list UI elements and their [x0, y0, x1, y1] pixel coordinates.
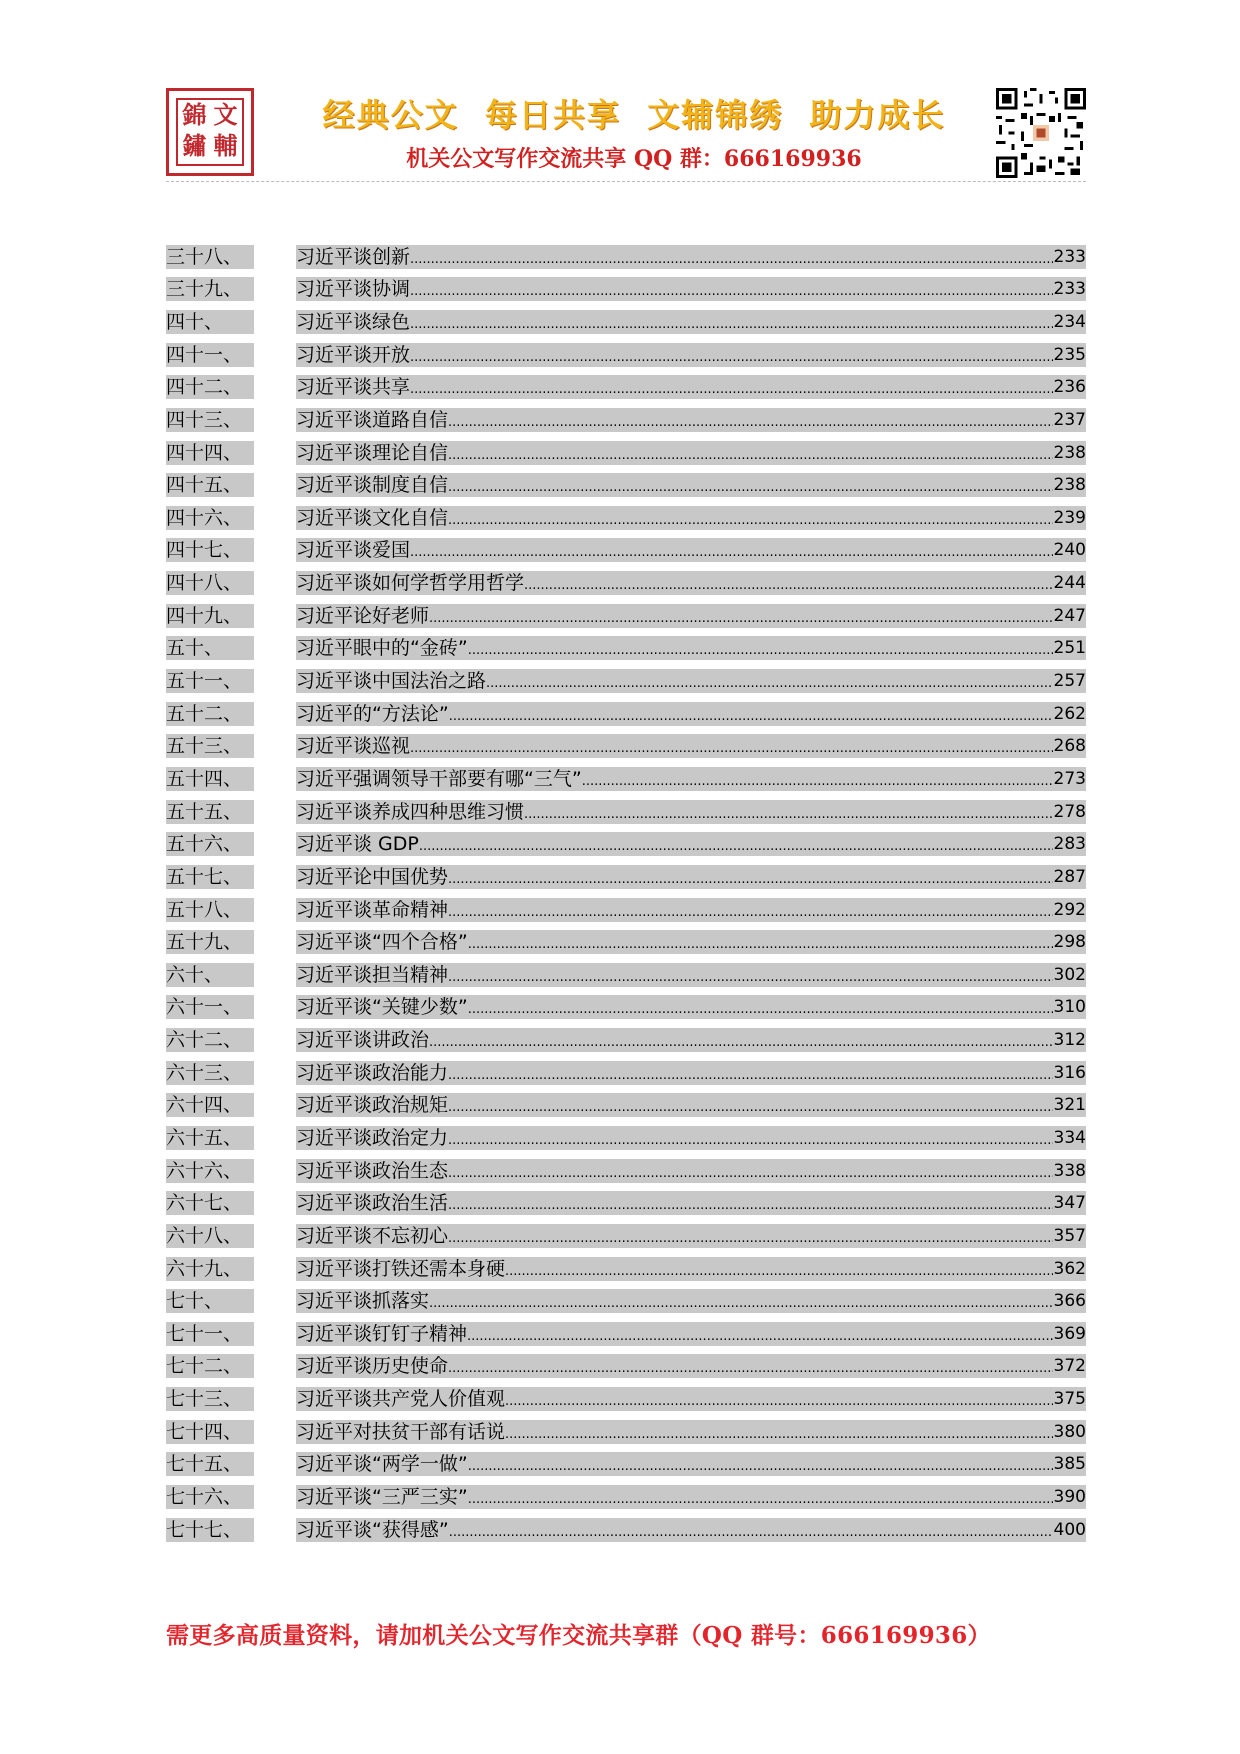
toc-entry: [296, 1224, 1086, 1248]
toc-page-number: 247: [1053, 605, 1086, 626]
toc-entry: [296, 310, 1086, 334]
toc-row[interactable]: [166, 1085, 1086, 1118]
toc-leader-dots: [410, 250, 1053, 269]
seal-logo: [166, 88, 254, 176]
toc-number: 七十六、: [166, 1485, 254, 1509]
toc-row[interactable]: [166, 1411, 1086, 1444]
toc-title: 习近平谈政治生活: [296, 1192, 449, 1215]
toc-page-number: 234: [1053, 311, 1086, 332]
footer-notice: 需更多高质量资料，请加机关公文写作交流共享群（QQ 群号：666169936）: [166, 1622, 991, 1649]
logo-char: 文: [213, 100, 238, 129]
toc-title: 习近平谈历史使命: [296, 1355, 449, 1378]
header-group-line: 机关公文写作交流共享 QQ 群：666169936: [406, 146, 862, 172]
toc-title: 习近平谈共产党人价值观: [296, 1388, 506, 1411]
toc-leader-dots: [468, 935, 1053, 954]
toc-row[interactable]: [166, 791, 1086, 824]
toc-page-number: 244: [1053, 573, 1086, 594]
toc-leader-dots: [429, 1294, 1053, 1313]
toc-leader-dots: [448, 413, 1053, 432]
toc-entry: [296, 930, 1086, 954]
toc-entry: [296, 1322, 1086, 1346]
toc-leader-dots: [448, 968, 1053, 987]
toc-row[interactable]: [166, 987, 1086, 1020]
toc-row[interactable]: [166, 595, 1086, 628]
toc-entry: [296, 669, 1086, 693]
toc-title: 习近平谈如何学哲学用哲学: [296, 572, 525, 595]
toc-number: 七十四、: [166, 1420, 254, 1444]
toc-row[interactable]: [166, 954, 1086, 987]
toc-number: 五十九、: [166, 930, 254, 954]
toc-number: 六十五、: [166, 1126, 254, 1150]
toc-entry: [296, 995, 1086, 1019]
toc-page-number: 257: [1053, 670, 1086, 691]
toc-number: 六十四、: [166, 1093, 254, 1117]
toc-title: 习近平谈协调: [296, 278, 411, 301]
toc-entry: [296, 832, 1086, 856]
toc-row[interactable]: [166, 465, 1086, 498]
toc-entry: [296, 1387, 1086, 1411]
toc-page-number: 278: [1053, 801, 1086, 822]
toc-entry: [296, 1354, 1086, 1378]
toc-title: 习近平谈政治规矩: [296, 1094, 449, 1117]
toc-title: 习近平谈抓落实: [296, 1290, 430, 1313]
toc-page-number: 369: [1053, 1323, 1086, 1344]
toc-title: 习近平强调领导干部要有哪“三气”: [296, 767, 582, 790]
toc-leader-dots: [582, 772, 1053, 791]
toc-number: 五十一、: [166, 669, 254, 693]
toc-row[interactable]: [166, 1444, 1086, 1477]
toc-number: 六十三、: [166, 1061, 254, 1085]
toc-row[interactable]: [166, 693, 1086, 726]
toc-title: 习近平对扶贫干部有话说: [296, 1420, 506, 1443]
toc-number: 四十九、: [166, 604, 254, 628]
toc-row[interactable]: [166, 1378, 1086, 1411]
toc-row[interactable]: [166, 628, 1086, 661]
toc-leader-dots: [410, 543, 1053, 562]
toc-title: 习近平谈“四个合格”: [296, 931, 468, 954]
toc-title: 习近平谈养成四种思维习惯: [296, 800, 525, 823]
toc-number: 六十九、: [166, 1257, 254, 1281]
toc-title: 习近平谈担当精神: [296, 963, 449, 986]
toc-number: 七十一、: [166, 1322, 254, 1346]
toc-row[interactable]: [166, 856, 1086, 889]
toc-number: 五十五、: [166, 800, 254, 824]
toc-row[interactable]: [166, 726, 1086, 759]
toc-number: 五十二、: [166, 702, 254, 726]
toc-leader-dots: [419, 837, 1053, 856]
toc-title: 习近平谈共享: [296, 376, 411, 399]
toc-entry: [296, 473, 1086, 497]
toc-page-number: 347: [1053, 1193, 1086, 1214]
toc-number: 四十四、: [166, 441, 254, 465]
toc-page-number: 273: [1053, 768, 1086, 789]
toc-leader-dots: [449, 1523, 1053, 1542]
toc-row[interactable]: [166, 1476, 1086, 1509]
toc-row[interactable]: [166, 1281, 1086, 1314]
toc-row[interactable]: [166, 367, 1086, 400]
toc-number: 四十七、: [166, 538, 254, 562]
toc-row[interactable]: [166, 1150, 1086, 1183]
toc-leader-dots: [468, 1457, 1053, 1476]
toc-entry: [296, 636, 1086, 660]
toc-page-number: 362: [1053, 1258, 1086, 1279]
toc-number: 七十二、: [166, 1354, 254, 1378]
toc-title: 习近平谈“关键少数”: [296, 996, 468, 1019]
toc-leader-dots: [468, 1490, 1053, 1509]
toc-leader-dots: [448, 1359, 1053, 1378]
toc-row[interactable]: [166, 660, 1086, 693]
toc-entry: [296, 375, 1086, 399]
toc-page-number: 316: [1053, 1062, 1086, 1083]
toc-page-number: 298: [1053, 932, 1086, 953]
toc-page-number: 390: [1053, 1487, 1086, 1508]
toc-row[interactable]: [166, 432, 1086, 465]
toc-number: 五十四、: [166, 767, 254, 791]
toc-number: 六十六、: [166, 1159, 254, 1183]
toc-leader-dots: [448, 1066, 1053, 1085]
toc-title: 习近平谈政治生态: [296, 1159, 449, 1182]
toc-leader-dots: [448, 446, 1053, 465]
logo-char: 鏽: [182, 131, 207, 160]
toc-page-number: 385: [1053, 1454, 1086, 1475]
toc-entry: [296, 1420, 1086, 1444]
toc-row[interactable]: [166, 334, 1086, 367]
toc-leader-dots: [448, 903, 1053, 922]
toc-number: 六十一、: [166, 995, 254, 1019]
toc-number: 四十六、: [166, 506, 254, 530]
toc-entry: [296, 1289, 1086, 1313]
toc-entry: [296, 767, 1086, 791]
toc-page-number: 312: [1053, 1030, 1086, 1051]
toc-title: 习近平谈 GDP: [296, 833, 419, 856]
toc-row[interactable]: [166, 269, 1086, 302]
toc-leader-dots: [448, 478, 1053, 497]
toc-page-number: 366: [1053, 1291, 1086, 1312]
toc-leader-dots: [429, 609, 1053, 628]
toc-row[interactable]: [166, 824, 1086, 857]
toc-row[interactable]: [166, 1215, 1086, 1248]
toc-number: 四十五、: [166, 473, 254, 497]
toc-page-number: 338: [1053, 1160, 1086, 1181]
toc-title: 习近平谈打铁还需本身硬: [296, 1257, 506, 1280]
toc-title: 习近平谈中国法治之路: [296, 669, 487, 692]
toc-title: 习近平谈开放: [296, 343, 411, 366]
toc-title: 习近平谈“获得感”: [296, 1518, 449, 1541]
toc-entry: [296, 702, 1086, 726]
toc-title: 习近平谈制度自信: [296, 474, 449, 497]
toc-number: 五十七、: [166, 865, 254, 889]
toc-number: 五十、: [166, 636, 254, 660]
header-divider: [166, 181, 1086, 182]
toc-page-number: 372: [1053, 1356, 1086, 1377]
toc-entry: [296, 408, 1086, 432]
toc-page-number: 238: [1053, 442, 1086, 463]
toc-number: 六十、: [166, 963, 254, 987]
toc-number: 三十九、: [166, 277, 254, 301]
toc-title: 习近平谈道路自信: [296, 408, 449, 431]
toc-leader-dots: [448, 1164, 1053, 1183]
toc-page-number: 302: [1053, 964, 1086, 985]
toc-page-number: 233: [1053, 246, 1086, 267]
toc-number: 四十一、: [166, 343, 254, 367]
toc-title: 习近平谈文化自信: [296, 506, 449, 529]
toc-leader-dots: [524, 805, 1053, 824]
toc-page-number: 321: [1053, 1095, 1086, 1116]
toc-number: 五十六、: [166, 832, 254, 856]
toc-leader-dots: [429, 1033, 1053, 1052]
toc-entry: [296, 898, 1086, 922]
toc-entry: [296, 1518, 1086, 1542]
toc-row[interactable]: [166, 1019, 1086, 1052]
toc-title: 习近平谈讲政治: [296, 1029, 430, 1052]
toc-number: 三十八、: [166, 245, 254, 269]
toc-leader-dots: [468, 1000, 1053, 1019]
toc-page-number: 233: [1053, 279, 1086, 300]
toc-title: 习近平谈政治能力: [296, 1061, 449, 1084]
toc-number: 五十三、: [166, 734, 254, 758]
toc-entry: [296, 277, 1086, 301]
toc-entry: [296, 1257, 1086, 1281]
toc-title: 习近平谈爱国: [296, 539, 411, 562]
toc-row[interactable]: [166, 922, 1086, 955]
toc-entry: [296, 441, 1086, 465]
toc-entry: [296, 1061, 1086, 1085]
toc-title: 习近平谈钉钉子精神: [296, 1322, 468, 1345]
toc-page-number: 334: [1053, 1127, 1086, 1148]
toc-number: 四十八、: [166, 571, 254, 595]
toc-row[interactable]: [166, 758, 1086, 791]
toc-leader-dots: [505, 1392, 1053, 1411]
toc-page-number: 287: [1053, 866, 1086, 887]
toc-row[interactable]: [166, 889, 1086, 922]
toc-leader-dots: [410, 282, 1053, 301]
toc-title: 习近平谈“两学一做”: [296, 1453, 468, 1476]
toc-row[interactable]: [166, 399, 1086, 432]
toc-row[interactable]: [166, 1183, 1086, 1216]
toc-title: 习近平谈绿色: [296, 310, 411, 333]
toc-page-number: 283: [1053, 834, 1086, 855]
toc-number: 四十、: [166, 310, 254, 334]
toc-leader-dots: [410, 315, 1053, 334]
toc-leader-dots: [448, 870, 1053, 889]
toc-row[interactable]: [166, 530, 1086, 563]
toc-page-number: 235: [1053, 344, 1086, 365]
qr-code-icon: [996, 88, 1086, 178]
toc-page-number: 240: [1053, 540, 1086, 561]
toc-entry: [296, 1452, 1086, 1476]
page-header: [166, 88, 1086, 180]
toc-leader-dots: [467, 1327, 1053, 1346]
toc-leader-dots: [410, 348, 1053, 367]
toc-page-number: 375: [1053, 1389, 1086, 1410]
toc-leader-dots: [448, 1131, 1053, 1150]
toc-leader-dots: [468, 641, 1053, 660]
toc-entry: [296, 1126, 1086, 1150]
header-slogan: 经典公文 每日共享 文辅锦绣 助力成长: [322, 96, 946, 134]
toc-leader-dots: [449, 707, 1053, 726]
toc-page-number: 262: [1053, 703, 1086, 724]
toc-page-number: 238: [1053, 475, 1086, 496]
toc-title: 习近平的“方法论”: [296, 702, 449, 725]
toc-leader-dots: [505, 1262, 1053, 1281]
toc-entry: [296, 571, 1086, 595]
toc-page-number: 236: [1053, 377, 1086, 398]
toc-entry: [296, 963, 1086, 987]
toc-entry: [296, 1485, 1086, 1509]
toc-page-number: 310: [1053, 997, 1086, 1018]
logo-char: 輔: [213, 131, 238, 160]
toc-entry: [296, 1028, 1086, 1052]
toc-title: 习近平论好老师: [296, 604, 430, 627]
toc-row[interactable]: [166, 1052, 1086, 1085]
toc-number: 四十二、: [166, 375, 254, 399]
toc-page-number: 237: [1053, 409, 1086, 430]
toc-row[interactable]: [166, 301, 1086, 334]
toc-number: 六十七、: [166, 1191, 254, 1215]
toc-leader-dots: [505, 1425, 1053, 1444]
toc-page-number: 292: [1053, 899, 1086, 920]
toc-row[interactable]: [166, 1313, 1086, 1346]
toc-entry: [296, 734, 1086, 758]
toc-leader-dots: [524, 576, 1053, 595]
toc-leader-dots: [448, 1229, 1053, 1248]
toc-entry: [296, 604, 1086, 628]
toc-leader-dots: [486, 674, 1053, 693]
toc-entry: [296, 343, 1086, 367]
toc-number: 七十七、: [166, 1518, 254, 1542]
toc-entry: [296, 800, 1086, 824]
toc-number: 七十、: [166, 1289, 254, 1313]
toc-leader-dots: [448, 1196, 1053, 1215]
toc-number: 七十五、: [166, 1452, 254, 1476]
toc-title: 习近平谈理论自信: [296, 441, 449, 464]
toc-entry: [296, 865, 1086, 889]
toc-leader-dots: [448, 511, 1053, 530]
toc-page-number: 357: [1053, 1225, 1086, 1246]
toc-page-number: 239: [1053, 507, 1086, 528]
toc-page-number: 380: [1053, 1421, 1086, 1442]
logo-char: 錦: [182, 100, 207, 129]
toc-title: 习近平论中国优势: [296, 865, 449, 888]
toc-number: 六十二、: [166, 1028, 254, 1052]
toc-row[interactable]: [166, 1346, 1086, 1379]
toc-title: 习近平谈不忘初心: [296, 1224, 449, 1247]
toc-title: 习近平谈政治定力: [296, 1126, 449, 1149]
toc-page-number: 400: [1053, 1519, 1086, 1540]
toc-entry: [296, 538, 1086, 562]
toc-number: 六十八、: [166, 1224, 254, 1248]
toc-leader-dots: [410, 739, 1053, 758]
toc-title: 习近平谈巡视: [296, 735, 411, 758]
toc-row[interactable]: [166, 1509, 1086, 1542]
toc-row[interactable]: [166, 1248, 1086, 1281]
toc-row[interactable]: [166, 497, 1086, 530]
toc-entry: [296, 245, 1086, 269]
toc-number: 四十三、: [166, 408, 254, 432]
toc-row[interactable]: [166, 236, 1086, 269]
toc-title: 习近平谈革命精神: [296, 898, 449, 921]
toc-number: 七十三、: [166, 1387, 254, 1411]
toc-leader-dots: [410, 380, 1053, 399]
toc-row[interactable]: [166, 562, 1086, 595]
toc-title: 习近平谈“三严三实”: [296, 1486, 468, 1509]
toc-row[interactable]: [166, 1117, 1086, 1150]
table-of-contents: [166, 236, 1086, 1542]
toc-title: 习近平谈创新: [296, 245, 411, 268]
toc-leader-dots: [448, 1098, 1053, 1117]
toc-entry: [296, 1191, 1086, 1215]
toc-page-number: 268: [1053, 736, 1086, 757]
toc-page-number: 251: [1053, 638, 1086, 659]
toc-number: 五十八、: [166, 898, 254, 922]
toc-entry: [296, 506, 1086, 530]
toc-title: 习近平眼中的“金砖”: [296, 637, 468, 660]
toc-entry: [296, 1159, 1086, 1183]
toc-entry: [296, 1093, 1086, 1117]
